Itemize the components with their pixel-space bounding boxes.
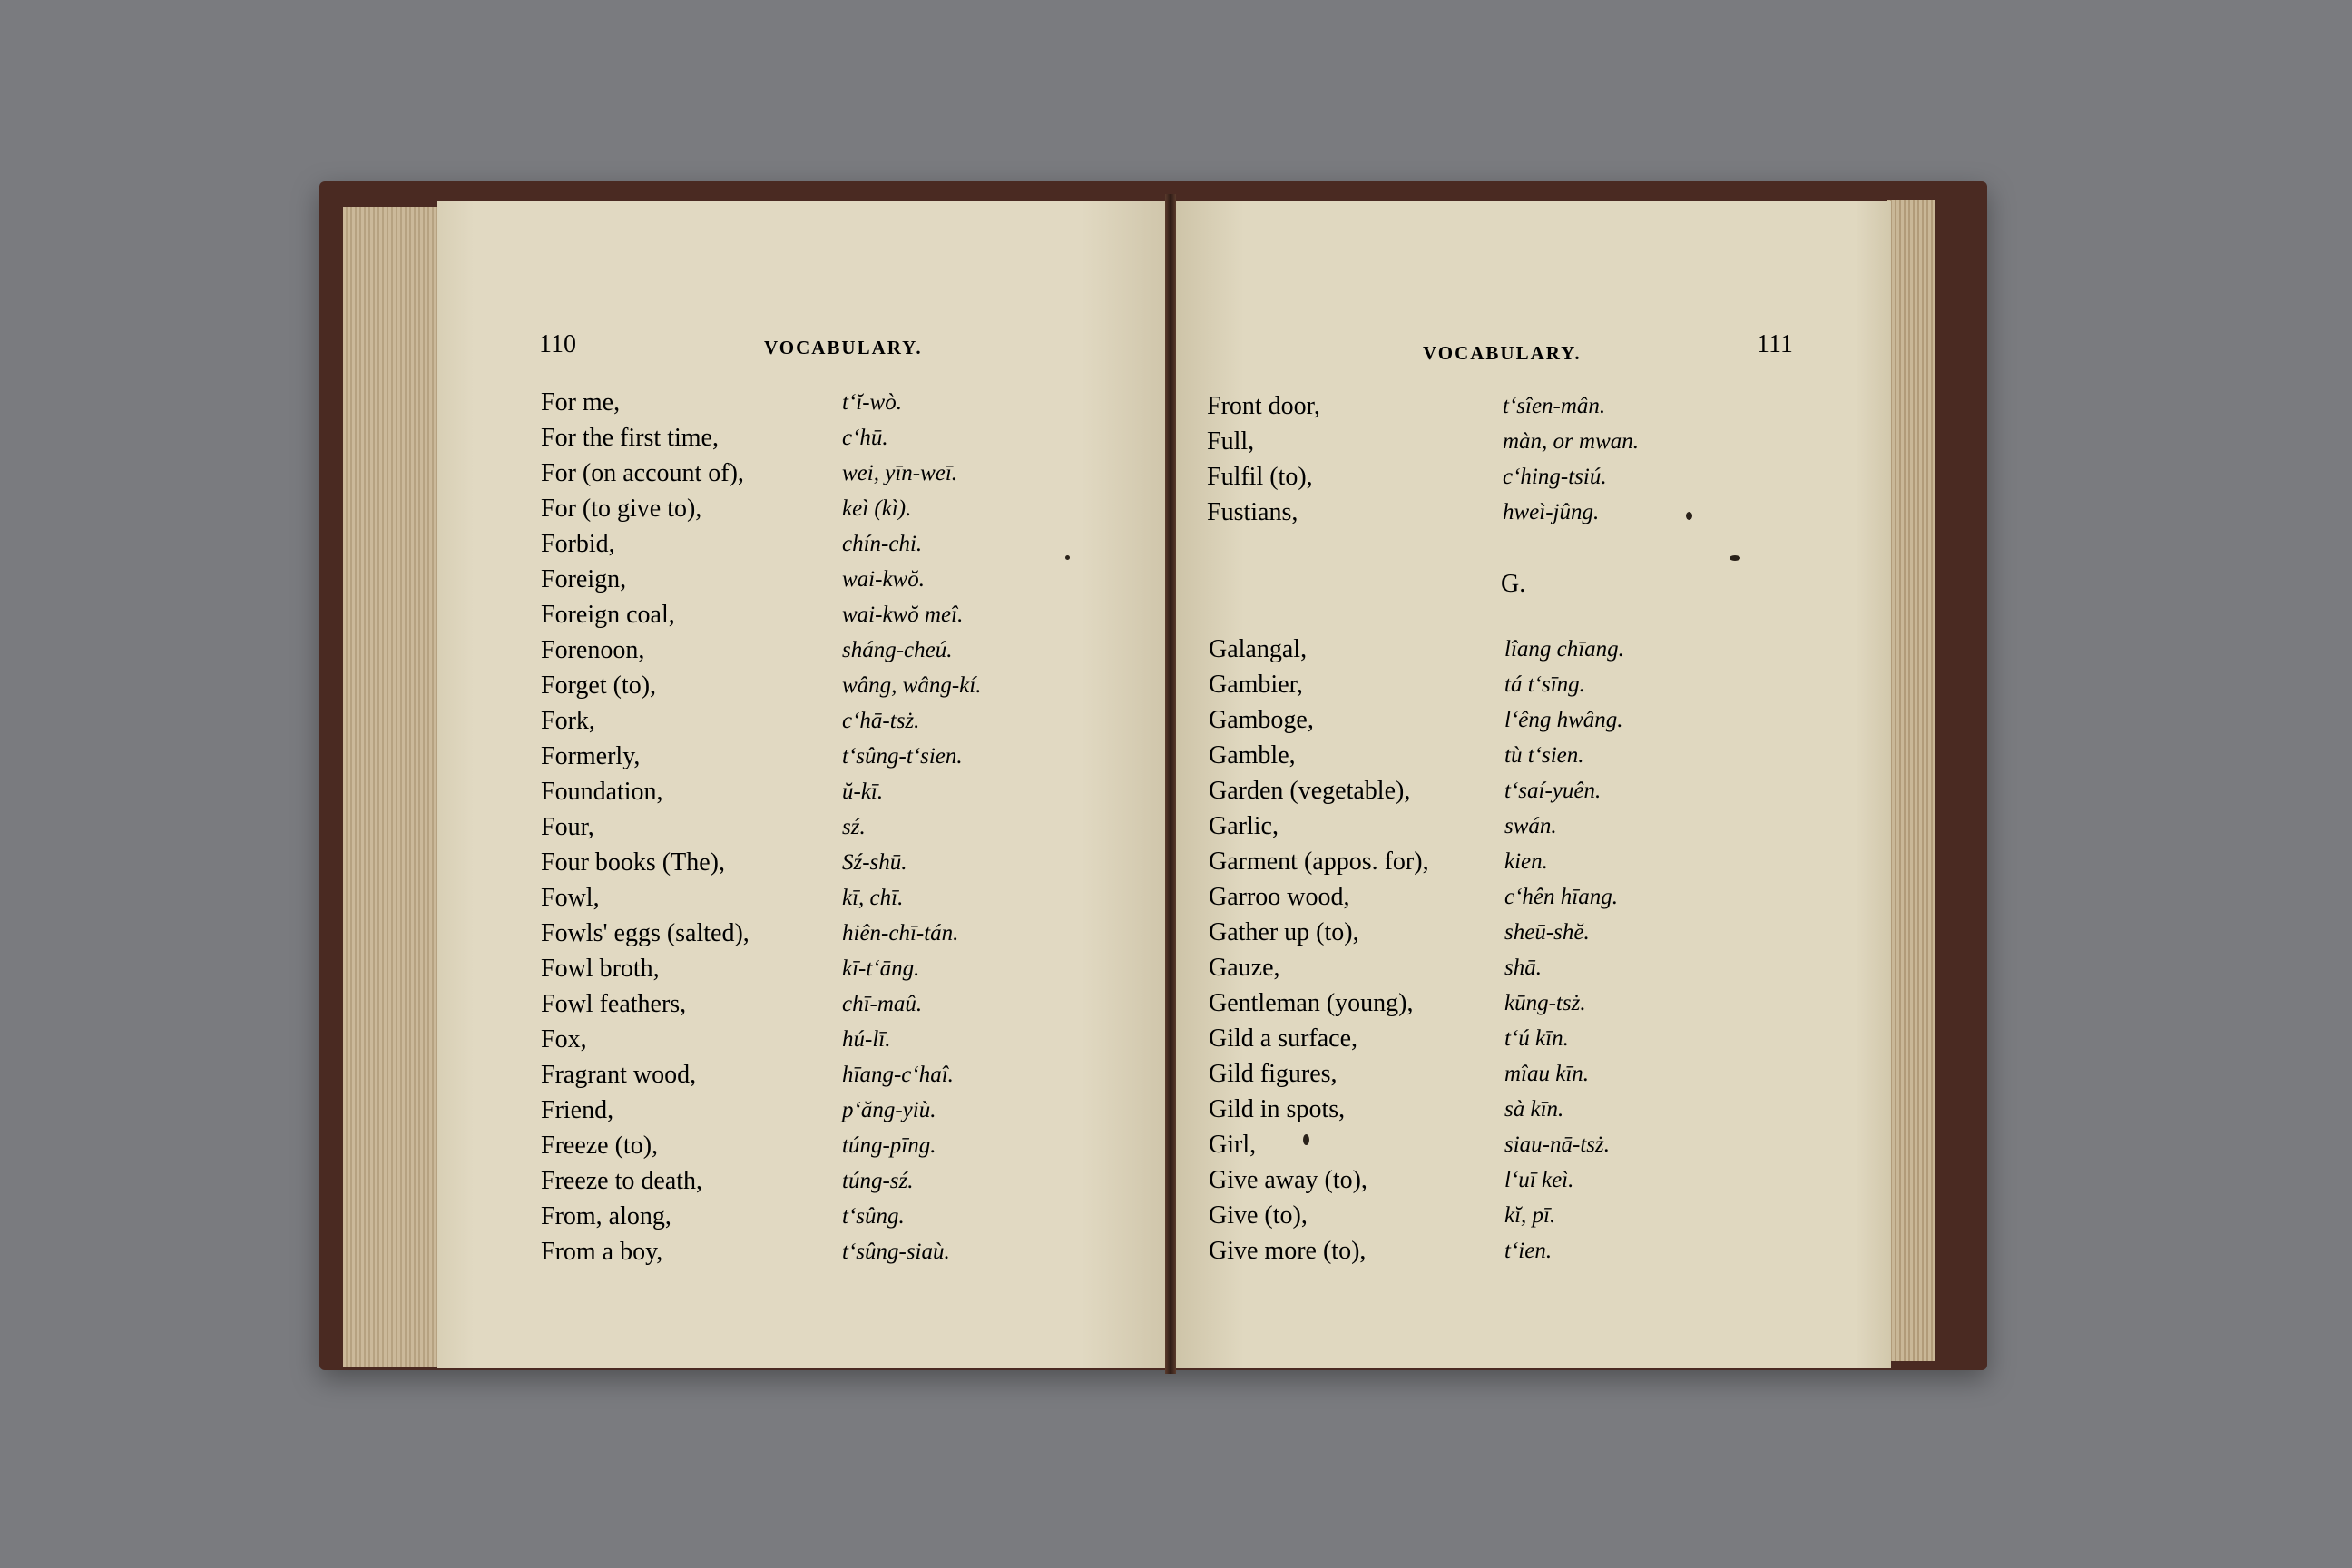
english-term: Fustians, xyxy=(1207,498,1298,526)
english-term: Fox, xyxy=(541,1025,587,1054)
chinese-term: c‘hū. xyxy=(842,426,888,450)
chinese-term: swán. xyxy=(1504,814,1557,838)
paper-speck xyxy=(1730,555,1740,561)
chinese-term: p‘ăng-yiù. xyxy=(842,1098,936,1122)
english-term: Gild a surface, xyxy=(1209,1024,1358,1053)
english-term: Gauze, xyxy=(1209,954,1280,982)
chinese-term: wâng, wâng-kí. xyxy=(842,673,982,698)
entry-row xyxy=(1209,879,1717,915)
chinese-term: c‘hing-tsiú. xyxy=(1503,465,1607,489)
chinese-term: t‘ien. xyxy=(1504,1239,1553,1263)
right-entry-list-g xyxy=(1209,632,1717,1269)
entry-row xyxy=(541,668,1049,703)
entry-row xyxy=(541,385,1049,420)
chinese-term: t‘sîen-mân. xyxy=(1503,394,1606,418)
entry-row xyxy=(1209,985,1717,1021)
entry-row xyxy=(1209,738,1717,773)
english-term: Garment (appos. for), xyxy=(1209,848,1429,876)
entry-row xyxy=(1209,773,1717,808)
english-term: Foundation, xyxy=(541,778,663,806)
english-term: Garlic, xyxy=(1209,812,1279,840)
entry-row xyxy=(541,562,1049,597)
english-term: For me, xyxy=(541,388,621,416)
english-term: Fowl broth, xyxy=(541,955,660,983)
entry-row xyxy=(541,632,1049,668)
chinese-term: shā. xyxy=(1504,956,1542,980)
entry-row xyxy=(541,774,1049,809)
chinese-term: hiên-chī-tán. xyxy=(842,921,959,946)
chinese-term: siau-nā-tsż. xyxy=(1504,1132,1610,1157)
entry-row xyxy=(1207,459,1715,495)
english-term: Give (to), xyxy=(1209,1201,1308,1230)
chinese-term: mîau kīn. xyxy=(1504,1062,1590,1086)
entry-row xyxy=(541,420,1049,456)
english-term: For (on account of), xyxy=(541,459,744,487)
chinese-term: t‘sûng-t‘sien. xyxy=(842,744,963,769)
english-term: Gentleman (young), xyxy=(1209,989,1414,1017)
entry-row xyxy=(1207,495,1715,530)
paper-speck xyxy=(1303,1134,1309,1145)
english-term: Fulfil (to), xyxy=(1207,463,1313,491)
english-term: Fork, xyxy=(541,707,595,735)
entry-row xyxy=(541,1128,1049,1163)
chinese-term: hīang-c‘haî. xyxy=(842,1063,954,1087)
chinese-term: t‘ú kīn. xyxy=(1504,1026,1569,1051)
english-term: From, along, xyxy=(541,1202,671,1230)
section-letter: G. xyxy=(1501,570,1526,598)
english-term: Freeze (to), xyxy=(541,1132,659,1160)
chinese-term: sheū-shĕ. xyxy=(1504,920,1590,945)
entry-row xyxy=(1209,1056,1717,1092)
entry-row xyxy=(1209,844,1717,879)
chinese-term: lîang chīang. xyxy=(1504,637,1624,662)
chinese-term: kĭ, pī. xyxy=(1504,1203,1556,1228)
chinese-term: Sź-shū. xyxy=(842,850,907,875)
english-term: Forget (to), xyxy=(541,671,657,700)
left-running-title: VOCABULARY. xyxy=(764,337,923,358)
entry-row xyxy=(1209,1162,1717,1198)
chinese-term: màn, or mwan. xyxy=(1503,429,1640,454)
left-entry-list xyxy=(541,385,1049,1269)
entry-row xyxy=(1209,1021,1717,1056)
chinese-term: wai-kwŏ. xyxy=(842,567,925,592)
chinese-term: chī-maû. xyxy=(842,992,923,1016)
entry-row xyxy=(541,1057,1049,1093)
entry-row xyxy=(541,1163,1049,1199)
entry-row xyxy=(1209,1092,1717,1127)
english-term: Galangal, xyxy=(1209,635,1308,663)
entry-row xyxy=(541,1022,1049,1057)
english-term: Four, xyxy=(541,813,594,841)
entry-row xyxy=(541,491,1049,526)
english-term: For (to give to), xyxy=(541,495,702,523)
chinese-term: tá t‘sīng. xyxy=(1504,672,1585,697)
chinese-term: keì (kì). xyxy=(842,496,912,521)
english-term: Garden (vegetable), xyxy=(1209,777,1411,805)
english-term: From a boy, xyxy=(541,1238,663,1266)
chinese-term: wei, yīn-weī. xyxy=(842,461,958,485)
chinese-term: kūng-tsż. xyxy=(1504,991,1586,1015)
english-term: Gamboge, xyxy=(1209,706,1314,734)
chinese-term: t‘saí-yuên. xyxy=(1504,779,1602,803)
chinese-term: chín-chi. xyxy=(842,532,923,556)
entry-row xyxy=(541,880,1049,916)
chinese-term: c‘hā-tsż. xyxy=(842,709,920,733)
entry-row xyxy=(541,916,1049,951)
book-gutter xyxy=(1165,194,1176,1374)
entry-row xyxy=(541,456,1049,491)
english-term: Fowl, xyxy=(541,884,600,912)
english-term: Give more (to), xyxy=(1209,1237,1367,1265)
english-term: For the first time, xyxy=(541,424,719,452)
chinese-term: c‘hên hīang. xyxy=(1504,885,1618,909)
english-term: Forenoon, xyxy=(541,636,645,664)
english-term: Fowls' eggs (salted), xyxy=(541,919,750,947)
chinese-term: l‘êng hwâng. xyxy=(1504,708,1623,732)
english-term: Garroo wood, xyxy=(1209,883,1350,911)
right-running-head xyxy=(1757,330,1793,359)
entry-row xyxy=(1209,1198,1717,1233)
english-term: Gild figures, xyxy=(1209,1060,1338,1088)
entry-row xyxy=(541,1234,1049,1269)
english-term: Foreign, xyxy=(541,565,627,593)
english-term: Front door, xyxy=(1207,392,1320,420)
chinese-term: t‘ĭ-wò. xyxy=(842,390,902,415)
english-term: Gambier, xyxy=(1209,671,1303,699)
chinese-term: kī, chī. xyxy=(842,886,904,910)
chinese-term: ŭ-kī. xyxy=(842,779,884,804)
entry-row xyxy=(1209,1233,1717,1269)
chinese-term: wai-kwŏ meî. xyxy=(842,603,964,627)
page-edges-left xyxy=(343,207,443,1367)
entry-row xyxy=(1207,388,1715,424)
entry-row xyxy=(541,1093,1049,1128)
english-term: Girl, xyxy=(1209,1131,1257,1159)
chinese-term: l‘uī keì. xyxy=(1504,1168,1574,1192)
paper-speck xyxy=(1065,555,1070,560)
chinese-term: t‘sûng. xyxy=(842,1204,905,1229)
english-term: Fowl feathers, xyxy=(541,990,687,1018)
english-term: Four books (The), xyxy=(541,848,725,877)
entry-row xyxy=(541,986,1049,1022)
english-term: Formerly, xyxy=(541,742,641,770)
right-running-title-wrap xyxy=(1423,338,1582,366)
chinese-term: kī-t‘āng. xyxy=(842,956,920,981)
english-term: Freeze to death, xyxy=(541,1167,703,1195)
english-term: Forbid, xyxy=(541,530,615,558)
english-term: Friend, xyxy=(541,1096,614,1124)
chinese-term: túng-pīng. xyxy=(842,1133,936,1158)
entry-row xyxy=(1209,667,1717,702)
entry-row xyxy=(1209,632,1717,667)
english-term: Give away (to), xyxy=(1209,1166,1367,1194)
page-edges-right xyxy=(1887,200,1935,1361)
entry-row xyxy=(541,597,1049,632)
chinese-term: túng-sź. xyxy=(842,1169,914,1193)
english-term: Foreign coal, xyxy=(541,601,675,629)
left-running-head xyxy=(539,330,576,359)
english-term: Full, xyxy=(1207,427,1255,456)
entry-row xyxy=(541,739,1049,774)
entry-row xyxy=(541,809,1049,845)
entry-row xyxy=(1209,950,1717,985)
left-page-number: 110 xyxy=(539,330,576,358)
right-running-title: VOCABULARY. xyxy=(1423,342,1582,364)
english-term: Fragrant wood, xyxy=(541,1061,697,1089)
chinese-term: hweì-jûng. xyxy=(1503,500,1600,524)
entry-row xyxy=(541,703,1049,739)
chinese-term: tù t‘sien. xyxy=(1504,743,1584,768)
entry-row xyxy=(1207,424,1715,459)
entry-row xyxy=(1209,1127,1717,1162)
chinese-term: kien. xyxy=(1504,849,1548,874)
chinese-term: hú-lī. xyxy=(842,1027,891,1052)
right-page-number: 111 xyxy=(1757,330,1793,358)
left-running-title-wrap xyxy=(764,332,923,360)
chinese-term: sà kīn. xyxy=(1504,1097,1564,1122)
paper-speck xyxy=(1686,512,1692,520)
entry-row xyxy=(541,526,1049,562)
entry-row xyxy=(541,1199,1049,1234)
chinese-term: sháng-cheú. xyxy=(842,638,953,662)
entry-row xyxy=(1209,702,1717,738)
english-term: Gild in spots, xyxy=(1209,1095,1346,1123)
entry-row xyxy=(541,845,1049,880)
chinese-term: sź. xyxy=(842,815,866,839)
right-entry-list-f xyxy=(1207,388,1715,530)
chinese-term: t‘sûng-siaù. xyxy=(842,1240,950,1264)
entry-row xyxy=(541,951,1049,986)
english-term: Gather up (to), xyxy=(1209,918,1359,946)
english-term: Gamble, xyxy=(1209,741,1296,769)
entry-row xyxy=(1209,915,1717,950)
entry-row xyxy=(1209,808,1717,844)
